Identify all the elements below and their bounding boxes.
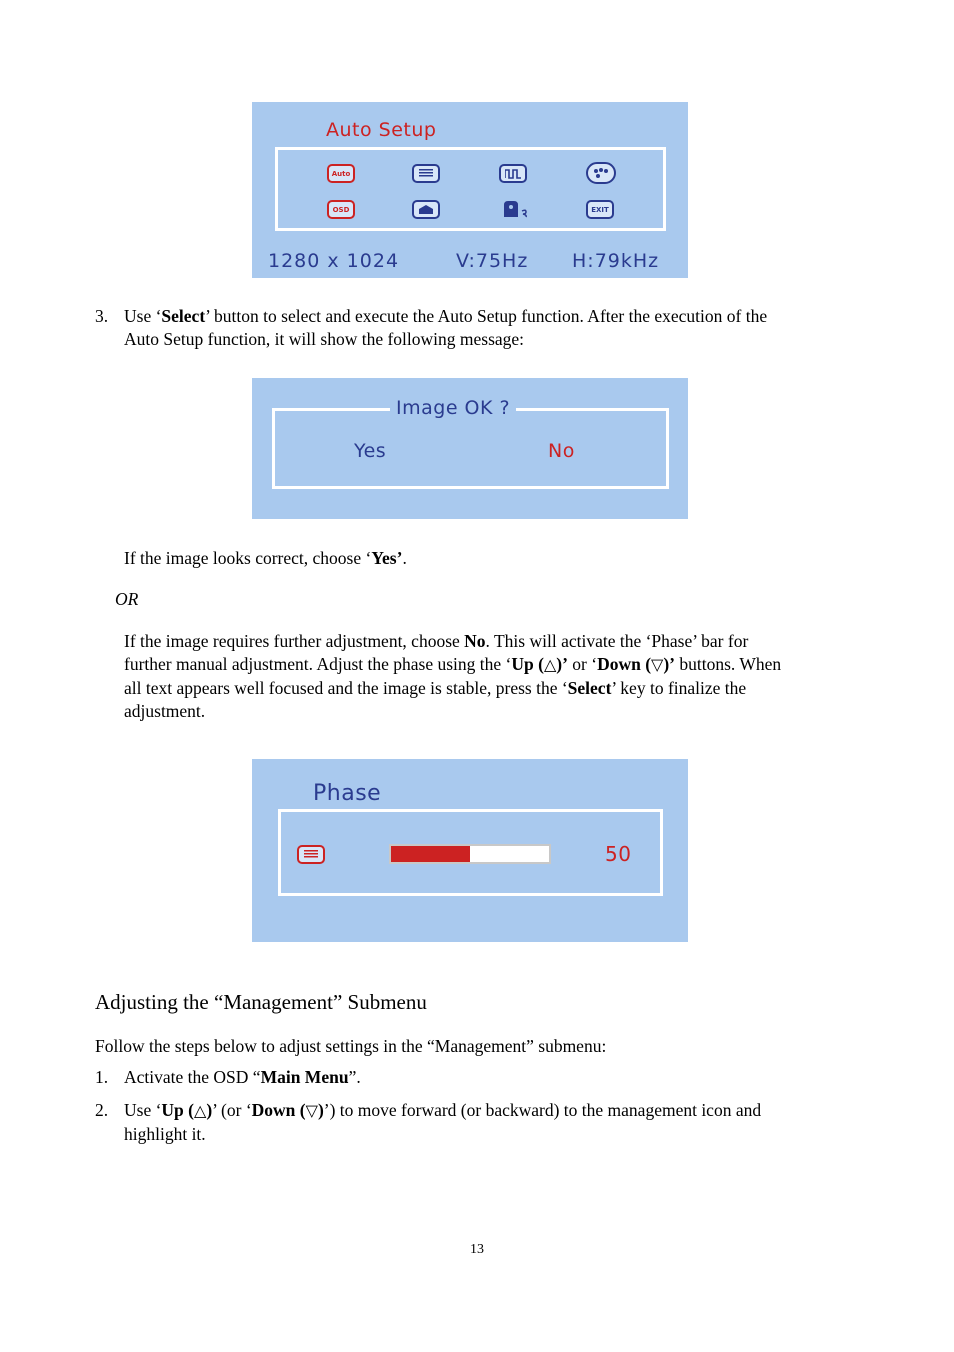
vertical-frequency-readout: V:75Hz bbox=[456, 250, 529, 272]
position-icon bbox=[412, 200, 440, 219]
menu-lines-icon bbox=[412, 164, 440, 183]
step-2-line-1: Use ‘Up (△)’ (or ‘Down (▽)’) to move forward (or backward) to the management icon and bbox=[124, 1100, 762, 1120]
auto-setup-osd-title: Auto Setup bbox=[326, 119, 437, 141]
no-paragraph-line-3: all text appears well focused and the image is stable, press the ‘Select’ key to finalize the bbox=[124, 678, 747, 698]
step-2-number: 2. bbox=[95, 1100, 109, 1120]
yes-option: Yes bbox=[354, 440, 387, 462]
phase-value: 50 bbox=[605, 842, 632, 866]
phase-slider bbox=[389, 844, 551, 864]
down-triangle-icon: ▽ bbox=[651, 655, 664, 674]
step-2-line-2: highlight it. bbox=[124, 1124, 206, 1144]
or-separator: OR bbox=[115, 589, 139, 609]
no-paragraph-line-4: adjustment. bbox=[124, 701, 206, 721]
image-ok-osd-frame bbox=[272, 408, 669, 489]
management-icon bbox=[502, 199, 532, 219]
phase-osd-title: Phase bbox=[313, 781, 382, 806]
phase-osd-image bbox=[252, 759, 688, 942]
step-3-line-2: Auto Setup function, it will show the following message: bbox=[124, 329, 525, 349]
section-heading: Adjusting the “Management” Submenu bbox=[95, 990, 427, 1014]
up-triangle-icon: △ bbox=[194, 1101, 207, 1120]
clock-waveform-icon bbox=[499, 164, 527, 183]
phase-slider-fill bbox=[391, 846, 470, 862]
no-paragraph-line-1: If the image requires further adjustment, choose No. This will activate the ‘Phase’ bar for bbox=[124, 631, 749, 651]
yes-paragraph: If the image looks correct, choose ‘Yes’. bbox=[124, 548, 407, 568]
step-3-number: 3. bbox=[95, 306, 109, 326]
intro-paragraph: Follow the steps below to adjust settings in the “Management” submenu: bbox=[95, 1036, 607, 1056]
auto-setup-osd-image bbox=[252, 102, 688, 278]
image-ok-osd-image bbox=[252, 378, 688, 519]
page-number: 13 bbox=[470, 1242, 484, 1257]
auto-icon: Auto bbox=[327, 164, 355, 183]
no-paragraph-line-2: further manual adjustment. Adjust the phase using the ‘Up (△)’ or ‘Down (▽)’ buttons. When bbox=[124, 654, 782, 674]
osd-icon: OSD bbox=[327, 200, 355, 219]
phase-lines-icon bbox=[297, 845, 325, 864]
down-triangle-icon: ▽ bbox=[305, 1101, 318, 1120]
step-1-number: 1. bbox=[95, 1067, 109, 1087]
up-triangle-icon: △ bbox=[543, 655, 557, 674]
resolution-readout: 1280 x 1024 bbox=[268, 250, 400, 272]
no-option: No bbox=[548, 440, 575, 462]
image-ok-osd-title: Image OK ? bbox=[390, 397, 516, 419]
step-3-line-1: Use ‘Select’ button to select and execute the Auto Setup function. After the execution of the bbox=[124, 306, 768, 326]
horizontal-frequency-readout: H:79kHz bbox=[572, 250, 660, 272]
exit-icon: EXIT bbox=[586, 200, 614, 219]
color-palette-icon bbox=[586, 162, 616, 184]
step-1-text: Activate the OSD “Main Menu”. bbox=[124, 1067, 361, 1087]
